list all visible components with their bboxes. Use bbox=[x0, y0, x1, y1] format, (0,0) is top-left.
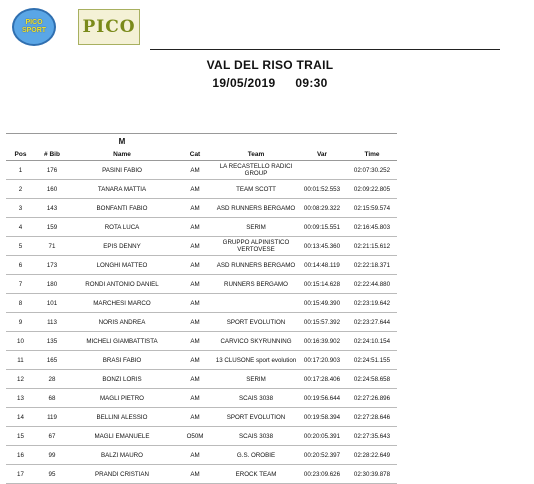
result-team: TEAM SCOTT bbox=[215, 180, 297, 199]
result-bib: 173 bbox=[35, 256, 69, 275]
result-var: 00:15:14.628 bbox=[297, 275, 347, 294]
result-bib: 135 bbox=[35, 332, 69, 351]
result-cat: AM bbox=[175, 332, 215, 351]
result-cat: AM bbox=[175, 389, 215, 408]
result-var: 00:08:29.322 bbox=[297, 199, 347, 218]
result-name: BALZI MAURO bbox=[69, 446, 175, 465]
result-name: MAGLI EMANUELE bbox=[69, 427, 175, 446]
result-name: MICHELI GIAMBATTISTA bbox=[69, 332, 175, 351]
race-date: 19/05/2019 bbox=[212, 76, 276, 90]
result-time: 02:15:59.574 bbox=[347, 199, 397, 218]
result-bib: 119 bbox=[35, 408, 69, 427]
result-time: 02:27:35.643 bbox=[347, 427, 397, 446]
result-bib: 95 bbox=[35, 465, 69, 484]
result-pos: 8 bbox=[6, 294, 35, 313]
result-bib: 71 bbox=[35, 237, 69, 256]
result-team: SPORT EVOLUTION bbox=[215, 313, 297, 332]
header-rule bbox=[150, 49, 500, 50]
result-bib: 101 bbox=[35, 294, 69, 313]
result-name: NORIS ANDREA bbox=[69, 313, 175, 332]
result-name: PASINI FABIO bbox=[69, 161, 175, 180]
result-time: 02:22:18.371 bbox=[347, 256, 397, 275]
result-bib: 113 bbox=[35, 313, 69, 332]
result-var: 00:20:52.397 bbox=[297, 446, 347, 465]
table-row bbox=[6, 161, 397, 180]
col-header-pos: Pos bbox=[6, 148, 35, 161]
table-row bbox=[6, 465, 397, 484]
result-team: ASD RUNNERS BERGAMO bbox=[215, 199, 297, 218]
result-name: TANARA MATTIA bbox=[69, 180, 175, 199]
col-header-team: Team bbox=[215, 148, 297, 161]
result-team: SERIM bbox=[215, 218, 297, 237]
result-var: 00:17:28.406 bbox=[297, 370, 347, 389]
result-pos: 10 bbox=[6, 332, 35, 351]
result-cat: AM bbox=[175, 275, 215, 294]
result-team: G.S. OROBIE bbox=[215, 446, 297, 465]
table-row bbox=[6, 256, 397, 275]
table-row bbox=[6, 180, 397, 199]
results-table bbox=[6, 133, 397, 484]
result-team: CARVICO SKYRUNNING bbox=[215, 332, 297, 351]
result-team: SPORT EVOLUTION bbox=[215, 408, 297, 427]
result-var: 00:09:15.551 bbox=[297, 218, 347, 237]
result-name: MARCHESI MARCO bbox=[69, 294, 175, 313]
result-name: EPIS DENNY bbox=[69, 237, 175, 256]
result-pos: 4 bbox=[6, 218, 35, 237]
result-time: 02:07:30.252 bbox=[347, 161, 397, 180]
result-cat: AM bbox=[175, 218, 215, 237]
result-time: 02:30:39.878 bbox=[347, 465, 397, 484]
result-cat: AM bbox=[175, 180, 215, 199]
result-var bbox=[297, 161, 347, 180]
result-pos: 5 bbox=[6, 237, 35, 256]
result-cat: AM bbox=[175, 199, 215, 218]
race-datetime bbox=[150, 76, 390, 90]
result-var: 00:16:39.902 bbox=[297, 332, 347, 351]
table-row bbox=[6, 370, 397, 389]
result-team: SERIM bbox=[215, 370, 297, 389]
header-row bbox=[6, 148, 397, 161]
result-pos: 3 bbox=[6, 199, 35, 218]
result-pos: 7 bbox=[6, 275, 35, 294]
result-bib: 28 bbox=[35, 370, 69, 389]
result-team: EROCK TEAM bbox=[215, 465, 297, 484]
result-team: RUNNERS BERGAMO bbox=[215, 275, 297, 294]
result-team: GRUPPO ALPINISTICO VERTOVESE bbox=[215, 237, 297, 256]
table-row bbox=[6, 332, 397, 351]
result-pos: 14 bbox=[6, 408, 35, 427]
table-row bbox=[6, 313, 397, 332]
result-pos: 12 bbox=[6, 370, 35, 389]
table-row bbox=[6, 199, 397, 218]
table-row bbox=[6, 389, 397, 408]
result-time: 02:27:28.646 bbox=[347, 408, 397, 427]
result-cat: AM bbox=[175, 256, 215, 275]
results-body bbox=[6, 161, 397, 484]
table-row bbox=[6, 294, 397, 313]
result-pos: 1 bbox=[6, 161, 35, 180]
result-time: 02:23:19.642 bbox=[347, 294, 397, 313]
result-bib: 159 bbox=[35, 218, 69, 237]
col-header-var: Var bbox=[297, 148, 347, 161]
table-row bbox=[6, 427, 397, 446]
result-cat: AM bbox=[175, 408, 215, 427]
result-team: SCAIS 3038 bbox=[215, 389, 297, 408]
result-pos: 11 bbox=[6, 351, 35, 370]
result-time: 02:22:44.880 bbox=[347, 275, 397, 294]
result-bib: 176 bbox=[35, 161, 69, 180]
result-time: 02:24:58.658 bbox=[347, 370, 397, 389]
result-pos: 17 bbox=[6, 465, 35, 484]
result-name: BONFANTI FABIO bbox=[69, 199, 175, 218]
race-time: 09:30 bbox=[295, 76, 328, 90]
result-cat: AM bbox=[175, 370, 215, 389]
table-row bbox=[6, 275, 397, 294]
table-row bbox=[6, 218, 397, 237]
col-header-cat: Cat bbox=[175, 148, 215, 161]
result-pos: 13 bbox=[6, 389, 35, 408]
result-team: ASD RUNNERS BERGAMO bbox=[215, 256, 297, 275]
result-var: 00:01:52.553 bbox=[297, 180, 347, 199]
result-name: ROTA LUCA bbox=[69, 218, 175, 237]
pico-logo-text: PICO bbox=[82, 17, 136, 37]
result-var: 00:19:56.644 bbox=[297, 389, 347, 408]
col-header-bib: # Bib bbox=[35, 148, 69, 161]
result-time: 02:09:22.805 bbox=[347, 180, 397, 199]
pico-sport-logo bbox=[12, 8, 56, 46]
table-row bbox=[6, 237, 397, 256]
result-cat: AM bbox=[175, 313, 215, 332]
result-var: 00:23:09.626 bbox=[297, 465, 347, 484]
result-name: BONZI LORIS bbox=[69, 370, 175, 389]
result-name: BRASI FABIO bbox=[69, 351, 175, 370]
col-header-time: Time bbox=[347, 148, 397, 161]
result-bib: 143 bbox=[35, 199, 69, 218]
result-var: 00:13:45.360 bbox=[297, 237, 347, 256]
result-var: 00:14:48.119 bbox=[297, 256, 347, 275]
result-pos: 16 bbox=[6, 446, 35, 465]
result-pos: 9 bbox=[6, 313, 35, 332]
result-var: 00:20:05.391 bbox=[297, 427, 347, 446]
result-cat: AM bbox=[175, 446, 215, 465]
result-bib: 67 bbox=[35, 427, 69, 446]
result-team bbox=[215, 294, 297, 313]
result-name: LONGHI MATTEO bbox=[69, 256, 175, 275]
result-var: 00:19:58.394 bbox=[297, 408, 347, 427]
result-pos: 2 bbox=[6, 180, 35, 199]
category-label: M bbox=[69, 134, 175, 149]
result-bib: 68 bbox=[35, 389, 69, 408]
table-row bbox=[6, 351, 397, 370]
result-cat: AM bbox=[175, 465, 215, 484]
result-cat: AM bbox=[175, 237, 215, 256]
result-cat: AM bbox=[175, 161, 215, 180]
result-name: PRANDI CRISTIAN bbox=[69, 465, 175, 484]
result-pos: 6 bbox=[6, 256, 35, 275]
result-cat: O50M bbox=[175, 427, 215, 446]
result-name: BELLINI ALESSIO bbox=[69, 408, 175, 427]
pico-logo bbox=[78, 9, 140, 45]
result-var: 00:15:49.390 bbox=[297, 294, 347, 313]
result-name: MAGLI PIETRO bbox=[69, 389, 175, 408]
col-header-name: Name bbox=[69, 148, 175, 161]
result-time: 02:16:45.803 bbox=[347, 218, 397, 237]
result-bib: 180 bbox=[35, 275, 69, 294]
result-team: SCAIS 3038 bbox=[215, 427, 297, 446]
result-bib: 160 bbox=[35, 180, 69, 199]
table-row bbox=[6, 408, 397, 427]
result-var: 00:15:57.392 bbox=[297, 313, 347, 332]
result-cat: AM bbox=[175, 351, 215, 370]
result-bib: 99 bbox=[35, 446, 69, 465]
category-row bbox=[6, 134, 397, 149]
result-time: 02:21:15.612 bbox=[347, 237, 397, 256]
result-time: 02:28:22.649 bbox=[347, 446, 397, 465]
result-bib: 165 bbox=[35, 351, 69, 370]
result-var: 00:17:20.903 bbox=[297, 351, 347, 370]
result-team: LA RECASTELLO RADICI GROUP bbox=[215, 161, 297, 180]
result-time: 02:23:27.644 bbox=[347, 313, 397, 332]
result-cat: AM bbox=[175, 294, 215, 313]
result-time: 02:24:10.154 bbox=[347, 332, 397, 351]
result-time: 02:24:51.155 bbox=[347, 351, 397, 370]
pico-sport-logo-text: PICO SPORT bbox=[21, 19, 47, 34]
result-time: 02:27:26.896 bbox=[347, 389, 397, 408]
result-name: RONDI ANTONIO DANIEL bbox=[69, 275, 175, 294]
race-title: VAL DEL RISO TRAIL bbox=[206, 58, 334, 72]
result-pos: 15 bbox=[6, 427, 35, 446]
result-team: 13 CLUSONE sport evolution bbox=[215, 351, 297, 370]
